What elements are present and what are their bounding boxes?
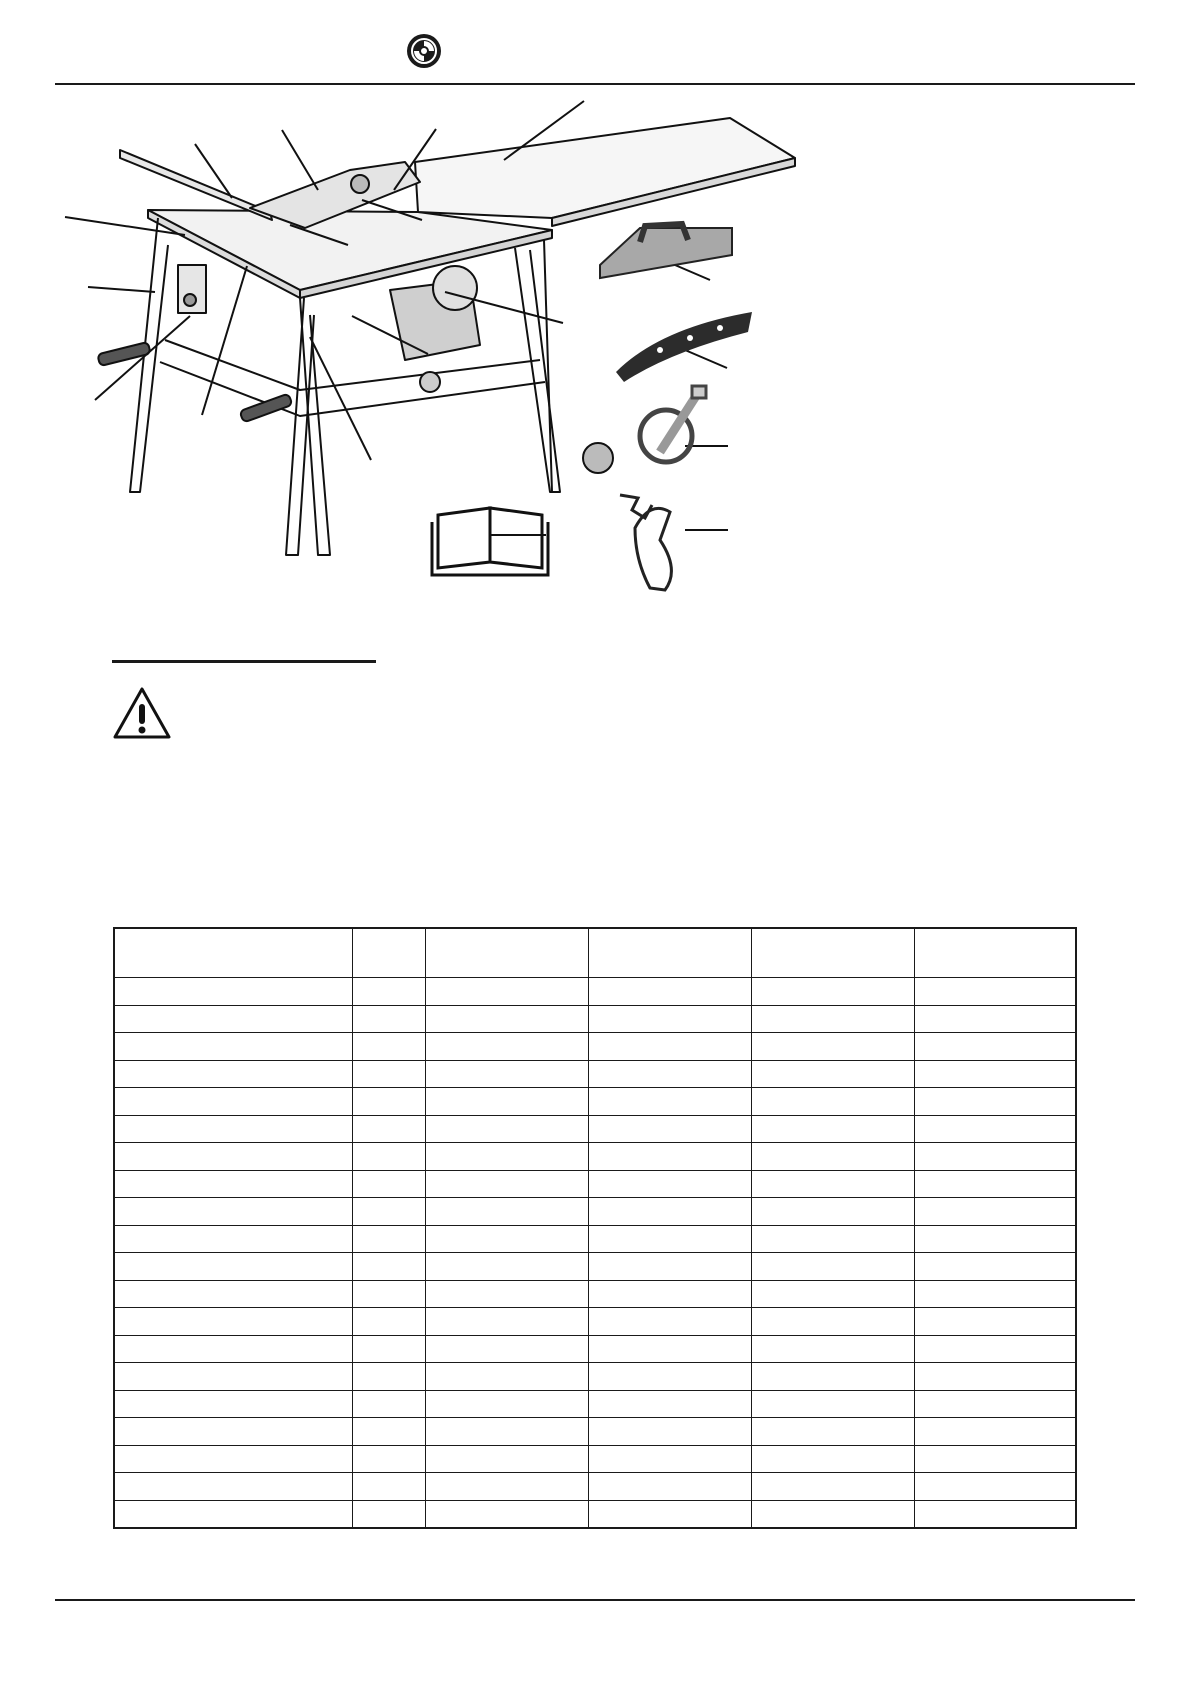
table-cell <box>114 1363 352 1391</box>
table-cell <box>588 1198 751 1226</box>
table-row <box>114 1308 1076 1336</box>
table-cell <box>352 1280 425 1308</box>
table-cell <box>352 1445 425 1473</box>
motor-vent <box>433 266 477 310</box>
table-row <box>114 1033 1076 1061</box>
section-heading-rule <box>112 660 376 663</box>
table-cell <box>114 1198 352 1226</box>
table-row <box>114 1473 1076 1501</box>
table-cell <box>588 1390 751 1418</box>
table-cell <box>914 1033 1076 1061</box>
table-header-cell <box>914 928 1076 978</box>
table-cell <box>352 1500 425 1528</box>
table-cell <box>588 1473 751 1501</box>
table-cell <box>114 1143 352 1171</box>
table-cell <box>751 1418 914 1446</box>
table-cell <box>352 978 425 1006</box>
saw-leg <box>300 298 330 555</box>
table-cell <box>751 1445 914 1473</box>
table-cell <box>751 1335 914 1363</box>
table-cell <box>114 1473 352 1501</box>
table-cell <box>914 1060 1076 1088</box>
table-cell <box>425 1115 588 1143</box>
table-cell <box>425 1363 588 1391</box>
table-cell <box>751 1198 914 1226</box>
warning-triangle-icon <box>112 686 172 740</box>
table-cell <box>914 1115 1076 1143</box>
table-cell <box>114 1088 352 1116</box>
table-row <box>114 1335 1076 1363</box>
table-cell <box>588 1445 751 1473</box>
table-cell <box>352 1170 425 1198</box>
table-header-cell <box>114 928 352 978</box>
table-row <box>114 1253 1076 1281</box>
saw-leg <box>515 248 560 492</box>
table-row <box>114 1005 1076 1033</box>
table-cell <box>425 1005 588 1033</box>
table-cell <box>751 1060 914 1088</box>
table-cell <box>352 1335 425 1363</box>
table-cell <box>114 978 352 1006</box>
table-header-row <box>114 928 1076 978</box>
table-cell <box>588 1005 751 1033</box>
table-cell <box>114 1115 352 1143</box>
table-cell <box>588 978 751 1006</box>
table-cell <box>751 1363 914 1391</box>
table-cell <box>425 1280 588 1308</box>
table-cell <box>114 1418 352 1446</box>
table-row <box>114 1060 1076 1088</box>
table-row <box>114 1088 1076 1116</box>
table-cell <box>352 1198 425 1226</box>
table-cell <box>914 1280 1076 1308</box>
wheel <box>583 443 613 473</box>
table-cell <box>914 1335 1076 1363</box>
table-cell <box>425 1445 588 1473</box>
table-cell <box>425 1088 588 1116</box>
key-bracket-icon <box>616 312 752 382</box>
table-row <box>114 1445 1076 1473</box>
table-cell <box>914 1445 1076 1473</box>
table-cell <box>425 1143 588 1171</box>
table-cell <box>352 1005 425 1033</box>
table-cell <box>352 1088 425 1116</box>
table-cell <box>114 1253 352 1281</box>
table-cell <box>751 1005 914 1033</box>
table-cell <box>914 1170 1076 1198</box>
parts-table <box>113 927 1077 1529</box>
table-cell <box>914 1143 1076 1171</box>
table-cell <box>114 1033 352 1061</box>
table-cell <box>588 1143 751 1171</box>
table-row <box>114 1143 1076 1171</box>
table-cell <box>352 1363 425 1391</box>
table-cell <box>425 1198 588 1226</box>
pin-ring-icon <box>640 386 706 462</box>
wrench-icon <box>620 495 671 590</box>
table-cell <box>588 1033 751 1061</box>
table-cell <box>114 1005 352 1033</box>
table-cell <box>352 1115 425 1143</box>
table-cell <box>914 1225 1076 1253</box>
table-header-cell <box>751 928 914 978</box>
table-header-cell <box>352 928 425 978</box>
table-row <box>114 1198 1076 1226</box>
table-cell <box>914 1088 1076 1116</box>
table-cell <box>425 1390 588 1418</box>
table-cell <box>352 1033 425 1061</box>
table-cell <box>588 1418 751 1446</box>
table-cell <box>914 1418 1076 1446</box>
push-block-icon <box>600 224 732 278</box>
table-cell <box>588 1280 751 1308</box>
table-cell <box>352 1308 425 1336</box>
table-cell <box>914 1500 1076 1528</box>
table-row <box>114 1115 1076 1143</box>
table-cell <box>751 978 914 1006</box>
table-header-cell <box>425 928 588 978</box>
table-cell <box>352 1225 425 1253</box>
carry-handle <box>240 393 293 422</box>
table-cell <box>751 1225 914 1253</box>
table-row <box>114 978 1076 1006</box>
table-cell <box>352 1390 425 1418</box>
table-row <box>114 1418 1076 1446</box>
table-cell <box>425 978 588 1006</box>
table-cell <box>425 1253 588 1281</box>
table-cell <box>588 1335 751 1363</box>
table-cell <box>588 1363 751 1391</box>
table-cell <box>914 978 1076 1006</box>
table-row <box>114 1225 1076 1253</box>
table-cell <box>352 1418 425 1446</box>
table-cell <box>588 1253 751 1281</box>
table-header-cell <box>588 928 751 978</box>
table-cell <box>425 1033 588 1061</box>
table-cell <box>914 1390 1076 1418</box>
table-cell <box>114 1280 352 1308</box>
table-cell <box>588 1115 751 1143</box>
table-cell <box>914 1005 1076 1033</box>
table-cell <box>114 1225 352 1253</box>
table-row <box>114 1500 1076 1528</box>
table-cell <box>751 1253 914 1281</box>
table-cell <box>425 1335 588 1363</box>
table-cell <box>588 1170 751 1198</box>
table-cell <box>114 1308 352 1336</box>
table-cell <box>751 1280 914 1308</box>
table-cell <box>588 1225 751 1253</box>
table-row <box>114 1363 1076 1391</box>
table-cell <box>751 1088 914 1116</box>
header-rule <box>55 83 1135 85</box>
table-cell <box>114 1445 352 1473</box>
table-cell <box>914 1308 1076 1336</box>
table-cell <box>588 1060 751 1088</box>
table-cell <box>114 1500 352 1528</box>
wheel <box>420 372 440 392</box>
table-cell <box>588 1088 751 1116</box>
table-cell <box>914 1253 1076 1281</box>
table-cell <box>425 1473 588 1501</box>
table-cell <box>425 1308 588 1336</box>
table-cell <box>588 1308 751 1336</box>
footer-rule <box>55 1599 1135 1601</box>
table-cell <box>751 1390 914 1418</box>
table-row <box>114 1390 1076 1418</box>
table-cell <box>425 1060 588 1088</box>
table-cell <box>751 1170 914 1198</box>
table-cell <box>114 1335 352 1363</box>
table-row <box>114 1170 1076 1198</box>
brand-logo-icon <box>405 32 443 70</box>
table-cell <box>751 1143 914 1171</box>
table-cell <box>352 1473 425 1501</box>
table-cell <box>751 1308 914 1336</box>
table-cell <box>914 1473 1076 1501</box>
table-cell <box>114 1060 352 1088</box>
table-cell <box>352 1253 425 1281</box>
table-cell <box>352 1143 425 1171</box>
table-cell <box>751 1473 914 1501</box>
table-cell <box>425 1170 588 1198</box>
table-cell <box>114 1170 352 1198</box>
table-cell <box>114 1390 352 1418</box>
manual-book-icon <box>432 508 548 575</box>
table-cell <box>352 1060 425 1088</box>
table-cell <box>751 1033 914 1061</box>
table-cell <box>751 1500 914 1528</box>
table-cell <box>914 1363 1076 1391</box>
table-cell <box>751 1115 914 1143</box>
extension-table <box>415 118 795 218</box>
table-cell <box>425 1225 588 1253</box>
table-row <box>114 1280 1076 1308</box>
table-cell <box>425 1500 588 1528</box>
product-figure <box>60 100 820 640</box>
table-cell <box>588 1500 751 1528</box>
table-cell <box>425 1418 588 1446</box>
table-cell <box>914 1198 1076 1226</box>
